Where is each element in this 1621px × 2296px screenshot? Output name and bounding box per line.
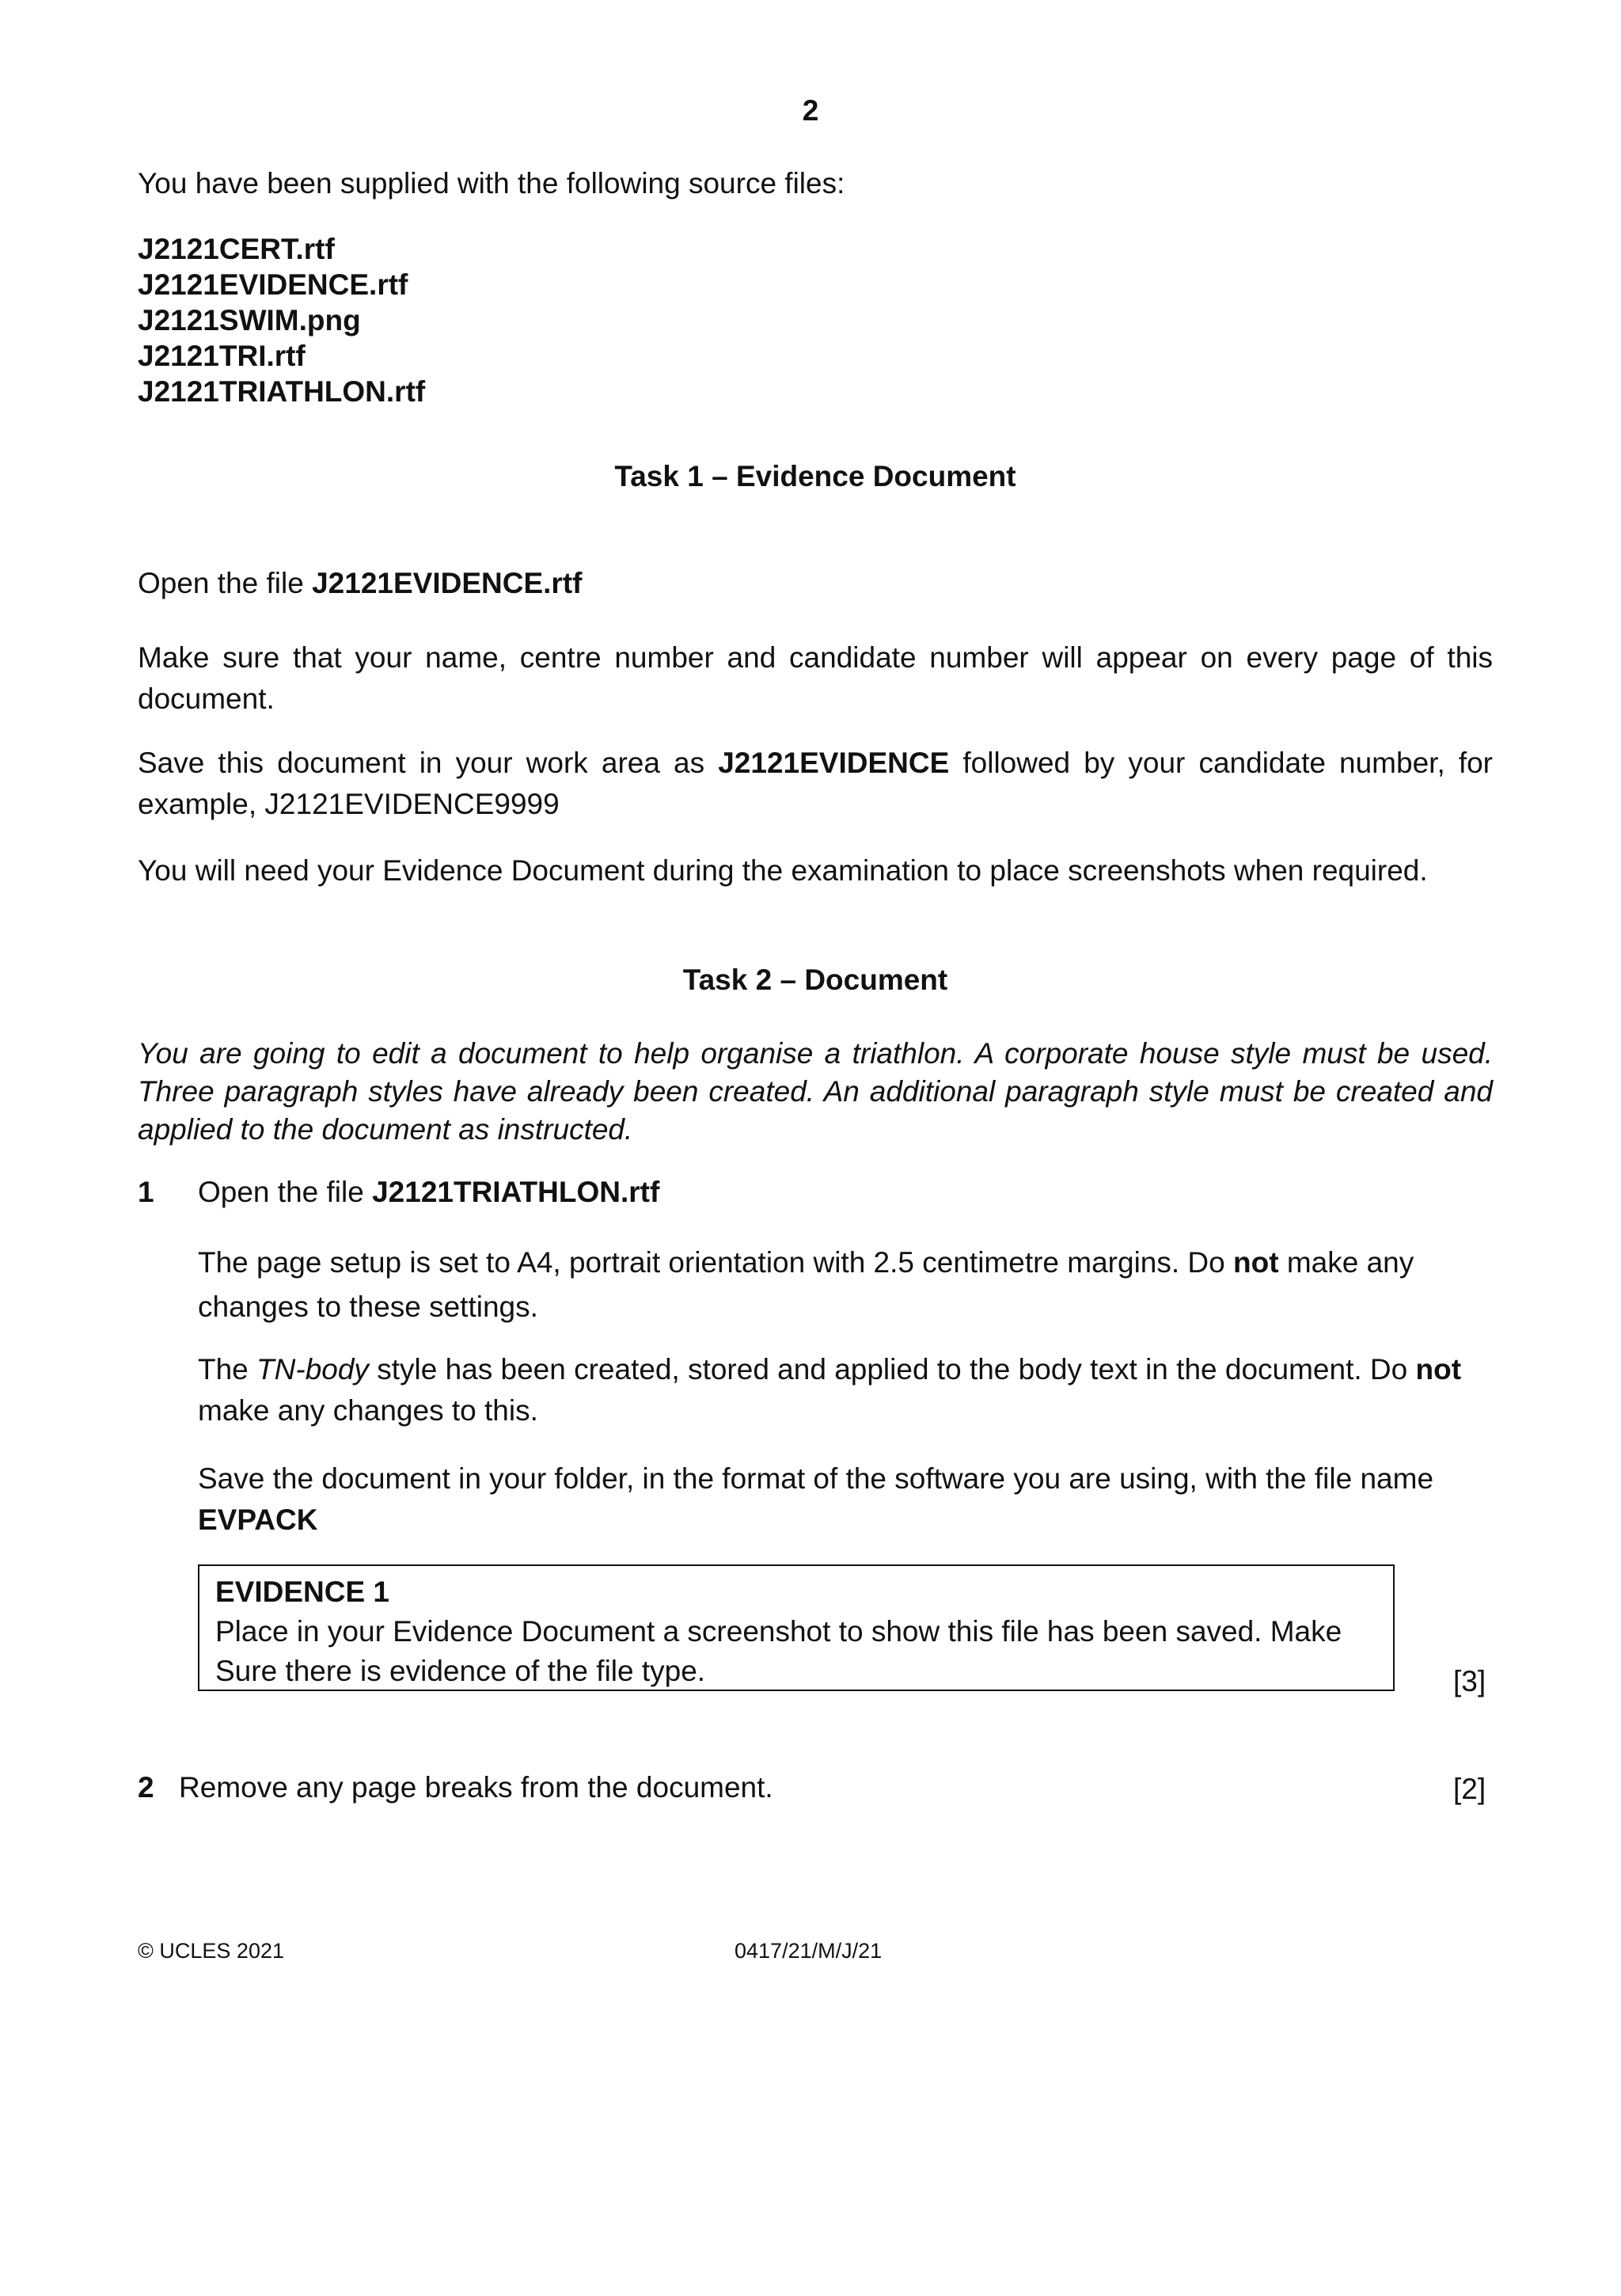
task1-paragraph-3: You will need your Evidence Document during the examination to place screenshots when required.: [138, 854, 1428, 887]
question-1-paragraph-2: [198, 1349, 1464, 1431]
q1-p2-a: The: [198, 1353, 257, 1386]
footer-copyright: © UCLES 2021: [138, 1939, 284, 1963]
source-file: J2121TRI.rtf: [138, 340, 306, 372]
question-1-paragraph-1: [198, 1241, 1480, 1329]
task1-paragraph-2: [138, 743, 1493, 825]
task1-para2-suffix: followed by your candidate number, for example, J2121EVIDENCE9999: [138, 747, 1493, 820]
task1-open-file: J2121EVIDENCE.rtf: [312, 567, 583, 599]
evidence-title: EVIDENCE 1: [215, 1576, 390, 1608]
q1-p1-b: make any changes to these settings.: [198, 1246, 1414, 1323]
task1-paragraph-1: Make sure that your name, centre number and candidate number will appear on every page of this document.: [138, 641, 1493, 715]
q1-p2-italic: TN-body: [256, 1353, 369, 1386]
q1-p1-bold: not: [1233, 1246, 1279, 1279]
source-file: J2121EVIDENCE.rtf: [138, 268, 408, 301]
q1-open-file: J2121TRIATHLON.rtf: [372, 1176, 660, 1208]
question-2-text: Remove any page breaks from the document.: [179, 1771, 773, 1804]
evidence-box: [198, 1564, 1395, 1691]
question-2-marks: [2]: [1453, 1773, 1486, 1805]
task1-open-prefix: Open the file: [138, 567, 313, 599]
q1-p2-b: style has been created, stored and applied to the body text in the document. Do: [368, 1353, 1416, 1386]
q1-p2-bold: not: [1415, 1353, 1462, 1386]
source-file: J2121SWIM.png: [138, 304, 361, 336]
q1-open-prefix: Open the file: [198, 1176, 373, 1208]
task2-intro: You are going to edit a document to help organise a triathlon. A corporate house style must be used. Three paragraph styles have already been created. An additional paragraph style must be created and applied to the document as instructed.: [138, 1037, 1493, 1146]
intro-text: You have been supplied with the following source files:: [138, 167, 845, 200]
q1-p3-text: Save the document in your folder, in the format of the software you are using, with the file name: [198, 1462, 1434, 1495]
page-number: 2: [802, 94, 819, 127]
footer-code: 0417/21/M/J/21: [735, 1939, 883, 1963]
q1-p2-c: make any changes to this.: [198, 1394, 538, 1427]
question-1-marks: [3]: [1453, 1665, 1486, 1697]
task1-para2-bold: J2121EVIDENCE: [718, 747, 950, 779]
task1-para2-prefix: Save this document in your work area as: [138, 747, 719, 779]
evidence-text: Place in your Evidence Document a screenshot to show this file has been saved. Make Sure there is evidence of the file type.: [215, 1615, 1342, 1687]
question-1-open-instruction: [198, 1172, 659, 1213]
source-file: J2121TRIATHLON.rtf: [138, 375, 426, 408]
question-1-number: 1: [138, 1176, 154, 1208]
q1-p3-filename: EVPACK: [198, 1503, 318, 1536]
task1-open-instruction: [138, 563, 582, 604]
task2-heading: Task 2 – Document: [682, 964, 948, 996]
task1-heading: Task 1 – Evidence Document: [614, 460, 1016, 492]
question-1-paragraph-3: [198, 1458, 1512, 1541]
source-file-list: [138, 231, 425, 409]
q1-p1-a: The page setup is set to A4, portrait orientation with 2.5 centimetre margins. Do: [198, 1246, 1234, 1279]
source-file: J2121CERT.rtf: [138, 233, 335, 265]
question-2-number: 2: [138, 1771, 154, 1804]
